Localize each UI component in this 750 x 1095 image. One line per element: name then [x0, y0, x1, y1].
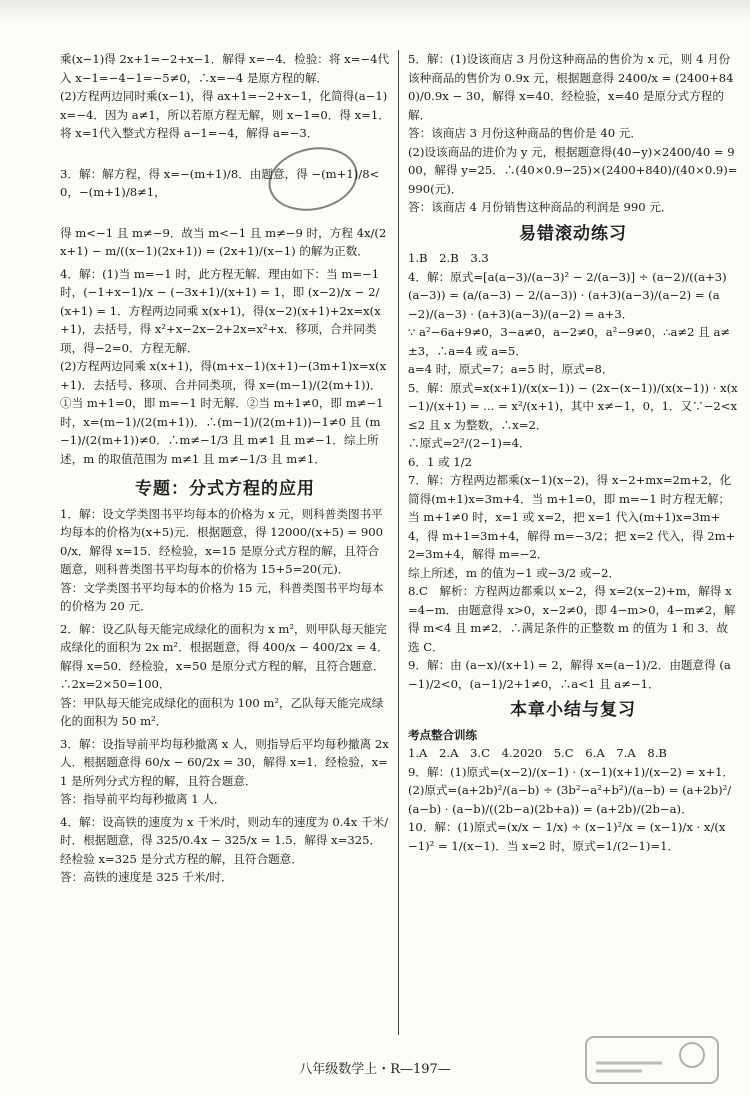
- review-line: 1.B 2.B 3.3: [408, 251, 489, 265]
- site-logo-icon: [582, 1033, 722, 1087]
- section-title-error-review: 易错滚动练习: [519, 223, 627, 244]
- left-line: (2)方程两边同时乘(x−1)，得 ax+1=−2+x−1，化简得(a−1)x=−4．因为 a≠1，所以若原方程无解，则 x−1=0．得 x=1．将 x=1代入整式方程得 a−1=−4，解得 a=−3．: [60, 89, 390, 140]
- section-line: 4．解：设高铁的速度为 x 千米/时，则动车的速度为 0.4x 千米/时．根据题意，得 325/0.4x − 325/x = 1.5．解得 x=325．经检验 x=325 是分式方程的解，且符合题意．: [60, 814, 389, 866]
- review-line: 6．1 或 1/2: [408, 454, 472, 469]
- right-line: 5．解：(1)设该商店 3 月份这种商品的售价为 x 元，则 4 月份该种商品的售价为 0.9x 元，根据题意得 2400/x = (2400+840)/0.9x − 30，解得 x=40．经检验，x=40 是原分式方程的解．: [408, 52, 734, 122]
- scan-top-edge: [0, 0, 750, 22]
- section-line: 2．解：设乙队每天能完成绿化的面积为 x m²，则甲队每天能完成绿化的面积为 2x m²．根据题意，得 400/x − 400/2x = 4．解得 x=50．经检验，x=50 是原分式方程的解，且符合题意．∴2x=2×50=100．: [60, 621, 389, 691]
- left-line: 3．解：解方程，得 x=−(m+1)/8．由题意，得 −(m+1)/8<0，−(m+1)/8≠1，: [60, 166, 380, 199]
- review-line: ∵ a²−6a+9≠0，3−a≠0，a−2≠0，a²−9≠0，∴a≠2 且 a≠±3，∴a=4 或 a=5．: [408, 325, 731, 358]
- review-line: 8.C 解析：方程两边都乘以 x−2，得 x=2(x−2)+m，解得 x=4−m．由题意得 x>0，x−2≠0，即 4−m>0，4−m≠2，解得 m<4 且 m≠2．∴满足条件的正整数 m 的值为 1 和 3．故选 C．: [408, 584, 736, 654]
- section-line: 答：甲队每天能完成绿化的面积为 100 m²，乙队每天能完成绿化的面积为 50 m²．: [60, 695, 384, 728]
- subsection-title: 考点整合训练: [408, 727, 477, 742]
- section-title-application: 专题：分式方程的应用: [135, 479, 315, 499]
- section-line: 1．解：设文学类图书平均每本的价格为 x 元，则科普类图书平均每本的价格为(x+5)元．根据题意，得 12000/(x+5) = 9000/x．解得 x=15．经检验，x=15 是原分式方程的解，且符合题意，则科普类图书平均每本的价格为 15+5=20(元)．: [60, 506, 383, 576]
- review-line: 5．解：原式=x(x+1)/(x(x−1)) − (2x−(x−1))/(x(x−1)) · x(x−1)/(x+1) = ... = x²/(x+1)，其中 x≠−1，0，1．又∵−2<x≤2 且 x 为整数，∴x=2．: [408, 380, 738, 432]
- column-divider: [398, 50, 399, 1035]
- review-line: a=4 时，原式=7；a=5 时，原式=8．: [408, 362, 614, 376]
- summary-line: 1.A 2.A 3.C 4.2020 5.C 6.A 7.A 8.B: [408, 746, 667, 760]
- section-line: 3．解：设指导前平均每秒撤离 x 人，则指导后平均每秒撤离 2x 人．根据题意得 60/x − 60/2x = 30，解得 x=1．经检验，x=1 是所列分式方程的解，且符合题意．: [60, 736, 389, 788]
- section-title-chapter-summary: 本章小结与复习: [510, 700, 636, 720]
- summary-line: (2)原式=(a+2b)²/(a−b) ÷ (3b²−a²+b²)/(a−b) = (a+2b)²/(a−b) · (a−b)/((2b−a)(2b+a)) = (a+2b)/(2b−a)．: [408, 783, 732, 816]
- left-line: 得 m<−1 且 m≠−9．故当 m<−1 且 m≠−9 时，方程 4x/(2x+1) − m/((x−1)(2x+1)) = (2x+1)/(x−1) 的解为正数．: [60, 225, 387, 258]
- right-line: (2)设该商品的进价为 y 元，根据题意得(40−y)×2400/40 = 900，解得 y=25．∴(40×0.9−25)×(2400+840)/(40×0.9)=990(元)．: [408, 144, 738, 196]
- right-line: 答：该商店 4 月份销售这种商品的利润是 990 元．: [408, 200, 673, 214]
- summary-line: 10．解：(1)原式=(x/x − 1/x) ÷ (x−1)²/x = (x−1)/x · x/(x−1)² = 1/(x−1)．当 x=2 时，原式=1/(2−1)=1．: [408, 820, 726, 853]
- left-line: 乘(x−1)得 2x+1=−2+x−1．解得 x=−4．检验：将 x=−4代入 x−1=−4−1=−5≠0，∴x=−4 是原方程的解．: [60, 52, 390, 85]
- page-footer: 八年级数学上・R—197—: [299, 1062, 451, 1077]
- review-line: 综上所述，m 的值为−1 或−3/2 或−2．: [408, 565, 621, 580]
- review-line: 9．解：由 (a−x)/(x+1) = 2，解得 x=(a−1)/2．由题意得 (a−1)/2<0，(a−1)/2+1≠0，∴a<1 且 a≠−1．: [408, 658, 731, 691]
- review-line: 4．解：原式=[a(a−3)/(a−3)² − 2/(a−3)] ÷ (a−2)/((a+3)(a−3)) = (a/(a−3) − 2/(a−3)) · (a+3)(a−3)/(a−2) = (a−2)/(a−3) · (a+3)(a−3)/(a−2) = a+3．: [408, 269, 727, 321]
- section-line: 答：指导前平均每秒撤离 1 人．: [60, 792, 226, 806]
- section-line: 答：高铁的速度是 325 千米/时．: [60, 870, 233, 884]
- review-line: ∴原式=2²/(2−1)=4．: [408, 436, 531, 450]
- left-column: [60, 50, 390, 887]
- left-line: (2)方程两边同乘 x(x+1)，得(m+x−1)(x+1)−(3m+1)x=x(x+1)．去括号、移项、合并同类项，得 x=(m−1)/(2(m+1))．①当 m+1=0，即 m=−1 时无解．②当 m+1≠0，即 m≠−1 时，x=(m−1)/(2(m+1))．∴(m−1)/(2(m+1))−1≠0 且 (m−1)/(2(m+1))≠0．∴m≠−1/3 且 m≠1 且 m≠−1．综上所述，m 的取值范围为 m≠1 且 m≠−1/3 且 m≠1．: [60, 359, 387, 466]
- right-line: 答：该商店 3 月份这种商品的售价是 40 元．: [408, 126, 642, 140]
- summary-line: 9．解：(1)原式=(x−2)/(x−1) · (x−1)(x+1)/(x−2) = x+1．: [408, 764, 735, 779]
- left-line: 4．解：(1)当 m=−1 时，此方程无解．理由如下：当 m=−1 时，(−1+x−1)/x − (−3x+1)/(x+1) = 1，即 (x−2)/x − 2/(x+1) = 1．方程两边同乘 x(x+1)，得(x−2)(x+1)+2x=x(x+1)，去括号，得 x²+x−2x−2+2x=x²+x．移项，合并同类项，得−2=0．方程无解．: [60, 266, 381, 355]
- review-line: 7．解：方程两边都乘(x−1)(x−2)，得 x−2+mx=2m+2，化简得(m+1)x=3m+4．当 m+1=0，即 m=−1 时方程无解；当 m+1≠0 时，x=1 或 x=2，把 x=1 代入(m+1)x=3m+4，得 m+1=3m+4，解得 m=−3/2；把 x=2 代入，得 2m+2=3m+4，解得 m=−2．: [408, 473, 736, 561]
- right-column: [408, 50, 738, 855]
- section-line: 答：文学类图书平均每本的价格为 15 元，科普类图书平均每本的价格为 20 元．: [60, 580, 384, 613]
